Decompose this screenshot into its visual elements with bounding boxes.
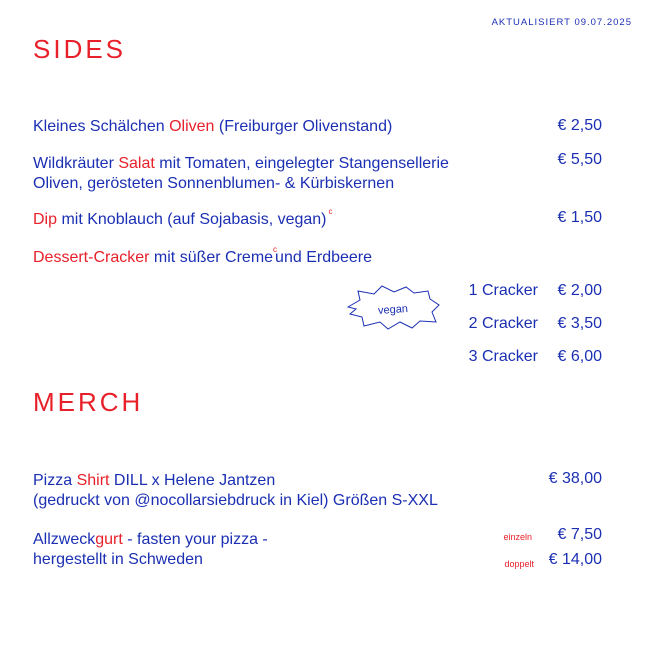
cracker-option-price: € 6,00 [557,348,602,365]
shirt-text-post: DILL x Helene Jantzen [109,472,276,489]
shirt-line1 [33,471,438,491]
salad-line1 [33,154,449,174]
cracker-text-1: mit süßer Creme [149,249,274,266]
cracker-option-price: € 2,00 [557,282,602,299]
dip-item [33,207,333,232]
cracker-option-price: € 3,50 [557,315,602,332]
gurt-text-pre: Allzweck [33,531,96,548]
cracker-option-label: 2 Cracker [468,315,538,332]
salad-text-pre: Wildkräuter [33,155,119,172]
gurt-line1 [33,530,268,550]
gurt-text-post: - fasten your pizza - [122,531,268,548]
gurt-single-label: einzeln [503,532,532,542]
gurt-single-price: € 7,50 [557,526,602,543]
dip-highlight: Dip [33,211,58,228]
olives-text-post: (Freiburger Olivenstand) [214,118,393,135]
dip-text: mit Knoblauch (auf Sojabasis, vegan) [57,211,327,228]
shirt-price: € 38,00 [548,470,602,487]
shirt-line2: (gedruckt von @nocollarsiebdruck in Kiel) Größen S-XXL [33,492,438,509]
updated-date: AKTUALISIERT 09.07.2025 [491,17,632,28]
olives-highlight: Oliven [169,118,215,135]
vegan-badge-label: vegan [377,302,409,318]
salad-highlight: Salat [118,155,155,172]
cracker-option-label: 3 Cracker [468,348,538,365]
cracker-highlight: Dessert-Cracker [33,249,150,266]
sides-heading: SIDES [33,34,127,64]
salad-price: € 5,50 [557,151,602,168]
dip-marker: c [328,207,333,216]
cracker-marker: c [273,245,278,254]
salad-item [33,154,449,194]
shirt-highlight: Shirt [76,472,110,489]
olives-item [33,117,392,137]
salad-line2: Oliven, gerösteten Sonnenblumen- & Kürbiskernen [33,175,395,192]
shirt-text-pre: Pizza [33,472,77,489]
olives-price: € 2,50 [557,117,602,134]
gurt-highlight: gurt [95,531,123,548]
merch-heading: MERCH [33,387,144,417]
gurt-item [33,530,268,570]
shirt-item [33,471,438,511]
salad-text-post: mit Tomaten, eingelegter Stangensellerie [154,155,449,172]
cracker-item [33,245,373,270]
gurt-double-price: € 14,00 [548,551,602,568]
olives-text-pre: Kleines Schälchen [33,118,170,135]
cracker-option-label: 1 Cracker [468,282,538,299]
gurt-line2: hergestellt in Schweden [33,551,203,568]
dip-price: € 1,50 [557,209,602,226]
cracker-text-2: und Erdbeere [275,249,373,266]
vegan-badge [346,284,440,330]
gurt-double-label: doppelt [504,559,534,569]
